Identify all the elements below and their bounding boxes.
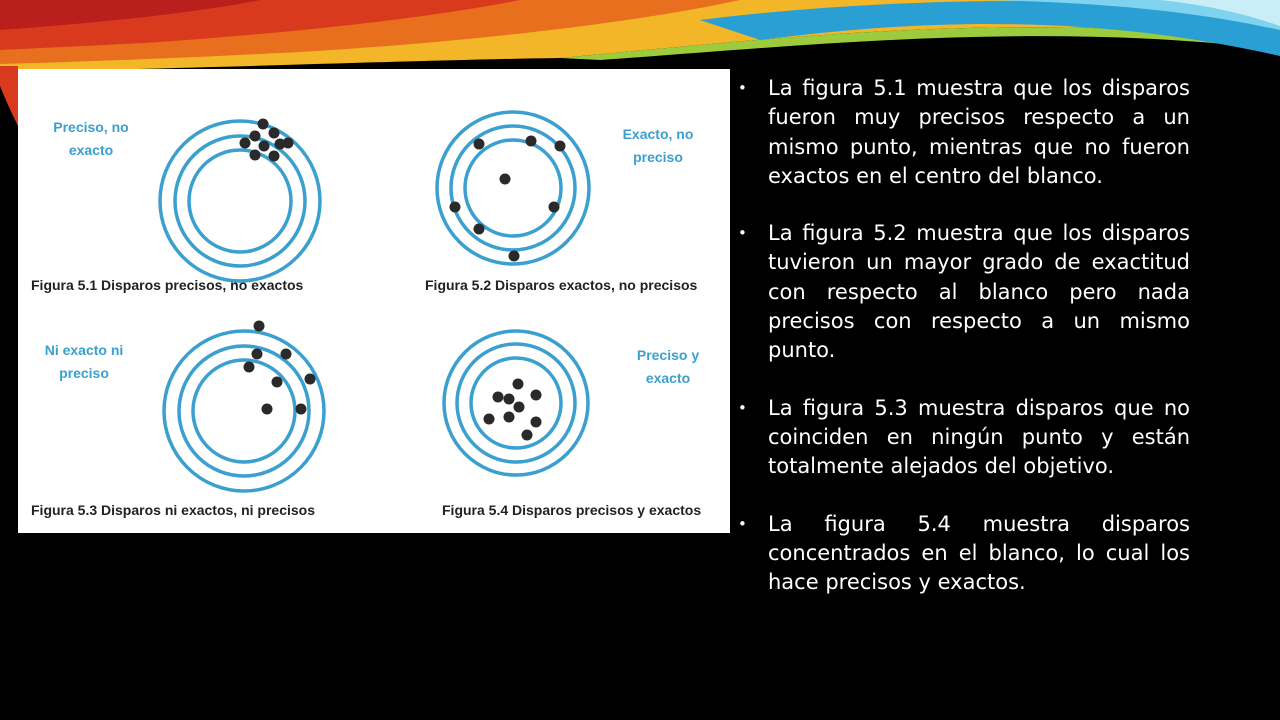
- target-ring-outer: [437, 112, 589, 264]
- figure-caption: Figura 5.4 Disparos precisos y exactos: [442, 502, 702, 518]
- shot-mark: [252, 349, 263, 360]
- shot-mark: [504, 412, 515, 423]
- shot-mark: [281, 349, 292, 360]
- shot-mark: [269, 128, 280, 139]
- panel-label: Exacto, no preciso: [622, 126, 694, 165]
- shot-mark: [305, 374, 316, 385]
- bullet-dot: •: [738, 224, 747, 243]
- shot-mark: [513, 379, 524, 390]
- bullet-list: [738, 74, 1190, 625]
- shot-mark: [296, 404, 307, 415]
- shot-mark: [493, 392, 504, 403]
- bullet-item: [738, 394, 1190, 482]
- shot-mark: [474, 139, 485, 150]
- shot-mark: [531, 417, 542, 428]
- figure-caption: Figura 5.2 Disparos exactos, no precisos: [425, 277, 698, 293]
- panel-label: Ni exacto ni preciso: [44, 342, 124, 381]
- shot-mark: [262, 404, 273, 415]
- bullet-item: [738, 74, 1190, 191]
- shot-mark: [240, 138, 251, 149]
- shot-mark: [514, 402, 525, 413]
- bullet-text: La figura 5.4 muestra disparos concentrados en el blanco, lo cual los hace precisos y exactos.: [768, 511, 1190, 595]
- shot-mark: [531, 390, 542, 401]
- panel-fig-5-2: [425, 112, 698, 293]
- target-ring-inner: [189, 150, 291, 252]
- bullet-dot: •: [738, 398, 747, 417]
- bullet-dot: •: [738, 514, 747, 533]
- target-ring-inner: [193, 360, 295, 462]
- panel-fig-5-3: [31, 321, 324, 519]
- bullet-text: La figura 5.2 muestra que los disparos tuvieron un mayor grado de exactitud con respecto al blanco pero nada precisos con respecto a un mismo punto.: [768, 221, 1190, 363]
- shot-mark: [522, 430, 533, 441]
- bullet-item: [738, 219, 1190, 365]
- bullet-dot: •: [738, 79, 747, 97]
- shot-mark: [244, 362, 255, 373]
- shot-mark: [259, 141, 270, 152]
- panel-label: Preciso y exacto: [636, 347, 700, 386]
- shot-group: [244, 321, 316, 415]
- shot-mark: [250, 150, 261, 161]
- panel-fig-5-4: [442, 331, 701, 518]
- bullet-text: La figura 5.1 muestra que los disparos fueron muy precisos respecto a un mismo punto, mientras que no fueron exactos en el centro del blanco.: [768, 76, 1190, 188]
- shot-mark: [526, 136, 537, 147]
- bullet-text: La figura 5.3 muestra disparos que no coinciden en ningún punto y están totalmente alejados del objetivo.: [768, 395, 1190, 479]
- figure-caption: Figura 5.3 Disparos ni exactos, ni precisos: [31, 502, 315, 518]
- shot-mark: [500, 174, 511, 185]
- shot-mark: [509, 251, 520, 262]
- shot-mark: [258, 119, 269, 130]
- panel-fig-5-1: [31, 119, 320, 294]
- shot-mark: [450, 202, 461, 213]
- shot-mark: [269, 151, 280, 162]
- panel-label: Preciso, no exacto: [53, 119, 129, 158]
- shot-mark: [250, 131, 261, 142]
- shot-mark: [272, 377, 283, 388]
- shot-mark: [555, 141, 566, 152]
- target-figures-image: [18, 69, 730, 533]
- target-ring-middle: [175, 136, 305, 266]
- figure-caption: Figura 5.1 Disparos precisos, no exactos: [31, 277, 304, 293]
- target-ring-inner: [465, 140, 561, 236]
- shot-mark: [549, 202, 560, 213]
- shot-mark: [254, 321, 265, 332]
- shot-mark: [283, 138, 294, 149]
- shot-group: [484, 379, 542, 441]
- shot-mark: [504, 394, 515, 405]
- bullet-item: [738, 510, 1190, 598]
- shot-mark: [474, 224, 485, 235]
- shot-mark: [484, 414, 495, 425]
